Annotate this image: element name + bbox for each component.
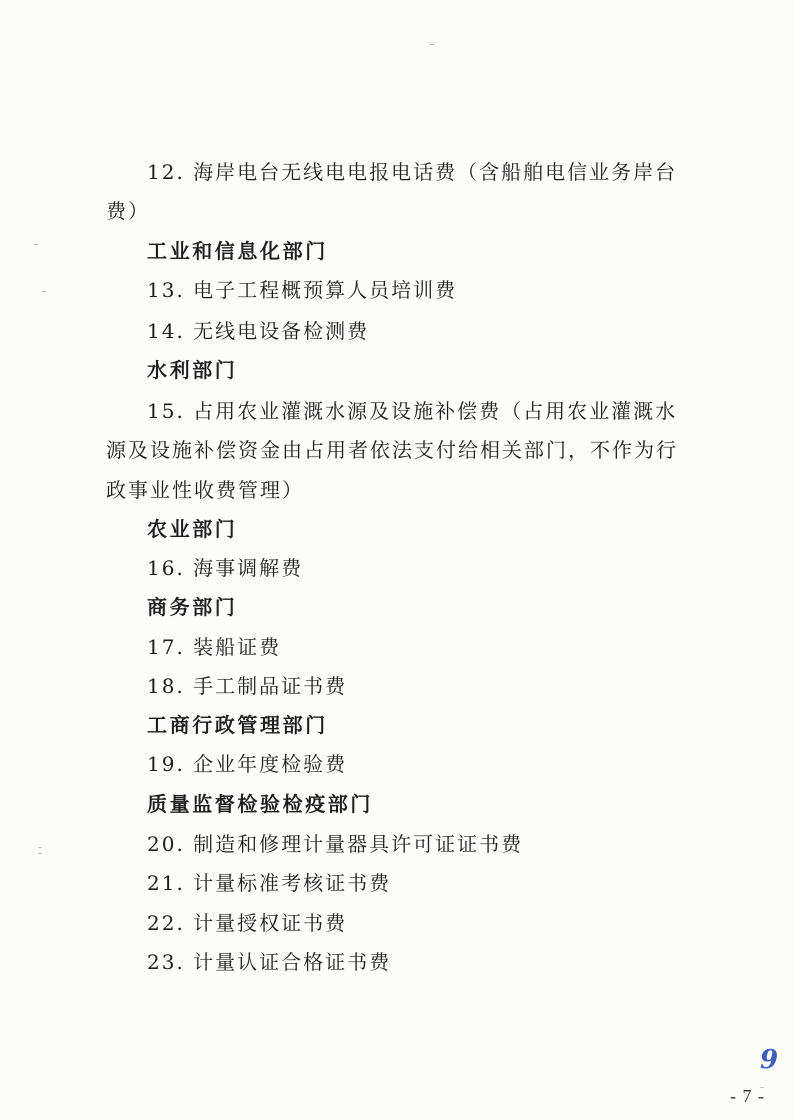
section-heading: 农业部门 [147,517,238,541]
list-item: 12. 海岸电台无线电电报电话费（含船舶电信业务岸台 [147,160,678,184]
page-number: - 7 - [730,1086,765,1106]
section-heading: 工业和信息化部门 [147,239,328,263]
list-item: 14. 无线电设备检测费 [147,319,370,343]
list-item: 21. 计量标准考核证书费 [147,871,392,895]
list-item-continuation: 费） [106,199,150,223]
list-item: 17. 装船证费 [147,635,282,659]
list-item: 18. 手工制品证书费 [147,674,348,698]
list-item: 19. 企业年度检验费 [147,752,348,776]
list-item: 16. 海事调解费 [147,556,304,580]
list-item-continuation: 政事业性收费管理） [106,478,304,502]
scan-speck [42,291,46,292]
list-item: 13. 电子工程概预算人员培训费 [147,278,458,302]
scan-speck [430,44,434,45]
section-heading: 工商行政管理部门 [147,713,328,737]
scan-speck [38,853,42,854]
scan-speck [34,244,38,245]
handwritten-annotation: 9 [760,1045,779,1075]
scan-speck [38,847,42,848]
section-heading: 水利部门 [147,358,238,382]
list-item: 20. 制造和修理计量器具许可证证书费 [147,832,524,856]
section-heading: 质量监督检验检疫部门 [147,792,373,816]
list-item: 22. 计量授权证书费 [147,911,348,935]
list-item-continuation: 源及设施补偿资金由占用者依法支付给相关部门，不作为行 [106,438,678,462]
list-item: 23. 计量认证合格证书费 [147,950,392,974]
list-item: 15. 占用农业灌溉水源及设施补偿费（占用农业灌溉水 [147,399,678,423]
section-heading: 商务部门 [147,595,238,619]
